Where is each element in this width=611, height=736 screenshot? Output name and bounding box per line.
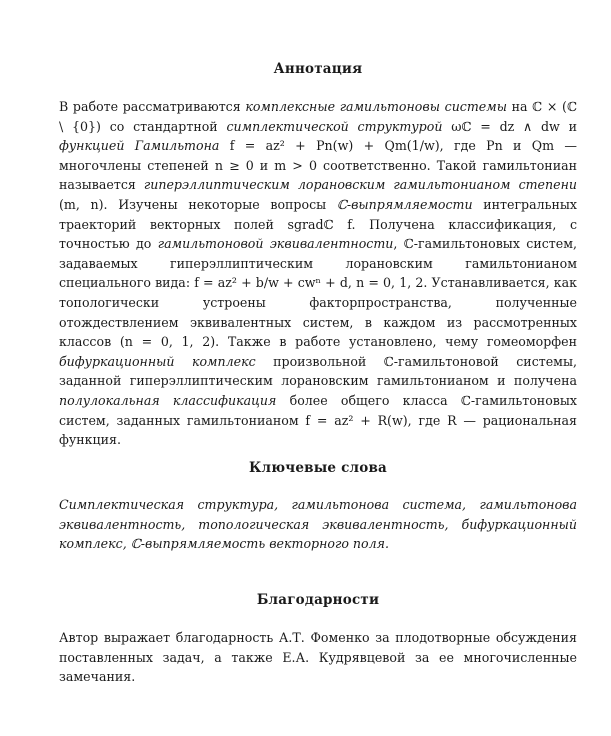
keywords-text [59,495,577,554]
abstract-text-part: ωℂ = dz ∧ dw и [442,118,577,134]
abstract-emphasis: функцией Гамильтона [59,138,220,154]
abstract-emphasis: бифуркационный комплекс [59,353,256,369]
keywords-list: Симплектическая структура, гамильтонова система, гамильтонова эквивалентность, топологическая эквивалентность, бифуркационный комплекс, ℂ-выпрямляемость векторного поля. [59,497,577,552]
abstract-emphasis: ℂ-выпрямляемости [336,196,473,212]
abstract-text [59,97,577,450]
abstract-text-part: (m, n). Изучены некоторые вопросы [59,196,337,212]
abstract-emphasis: гамильтоновой эквивалентности [157,236,394,252]
abstract-emphasis: комплексные гамильтоновы системы [245,99,507,114]
abstract-text-part: на ℂ × (ℂ \ {0}) со стандартной [59,99,577,134]
abstract-emphasis: симплектической структурой [226,118,443,134]
abstract-title: Аннотация [273,61,363,77]
acknowledgements-body: Автор выражает благодарность А.Т. Фоменко за плодотворные обсуждения поставленных задач, а также Е.А. Кудрявцевой за ее многочисленные замечания. [59,630,577,685]
abstract-text-part: произвольной ℂ-гамильтоновой системы, заданной гиперэллиптическим лорановским гамильтонианом и получена [59,353,577,389]
abstract-text-part: интегральных траекторий векторных полей sgradℂ f. Получена классификация, с точностью до [59,196,577,252]
acknowledgements-title: Благодарности [256,592,380,608]
abstract-text-part: f = az² + Pn(w) + Qm(1/w), где Pn и Qm — многочлены степеней n ≥ 0 и m > 0 соответственно. Такой гамильтониан называется [59,138,578,193]
acknowledgements-text [59,628,577,687]
abstract-emphasis: гиперэллиптическим лорановским гамильтонианом степени [143,177,577,193]
keywords-title: Ключевые слова [249,460,387,476]
abstract-emphasis: полулокальная классификация [59,392,277,408]
abstract-text-part: более общего класса ℂ-гамильтоновых систем, заданных гамильтонианом f = az² + R(w), где R — рациональная функция. [59,392,577,448]
abstract-text-part: В работе рассматриваются [59,99,246,114]
abstract-text-part: , ℂ-гамильтоновых систем, задаваемых гиперэллиптическим лорановским гамильтонианом специального вида: f = az² + b/w + cwⁿ + d, n = 0, 1, 2. Устанавливается, как топологически устроены факторпространства, полученные отождествлением эквивалентных систем, в каждом из рассмотренных классов (n = 0, 1, 2). Также в работе установлено, чему гомеоморфен [59,236,577,350]
